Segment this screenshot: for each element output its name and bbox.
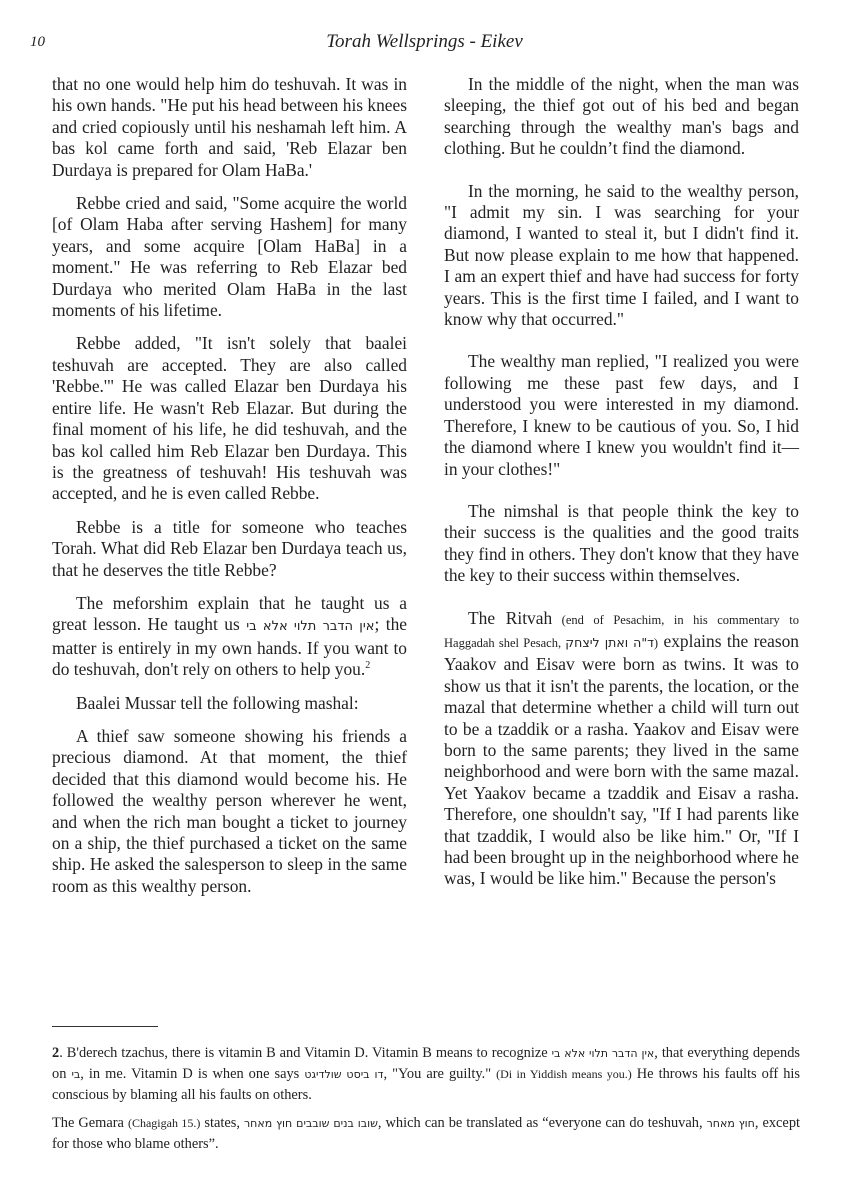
citation-close: ) [653, 635, 659, 650]
paragraph [52, 593, 407, 681]
page-number: 10 [30, 34, 45, 50]
hebrew-quote: אין הדבר תלוי אלא בי [551, 1047, 655, 1060]
hebrew-quote: אין הדבר תלוי אלא בי [246, 619, 375, 635]
footnote-number: 2 [52, 1045, 60, 1061]
paragraph: Rebbe added, "It isn't solely that baalei teshuvah are accepted. They are also called 'Rebbe.'" He was called Elazar ben Durdaya his entire life. He wasn't Reb Elazar. But during the final moment of his life, he did teshuvah, and the bas kol called him Reb Elazar ben Durdaya. This is the greatness of teshuvah! His teshuvah was accepted, and he is even called Rebbe. [52, 333, 407, 504]
paragraph: Rebbe is a title for someone who teaches Torah. What did Reb Elazar ben Durdaya teach us, that he deserves the title Rebbe? [52, 516, 407, 580]
hebrew-quote: שובו בנים שובבים חוץ מאחר [243, 1117, 378, 1130]
text: , except for those who blame others”. [52, 1115, 801, 1152]
text: explains the reason Yaakov and Eisav were born as twins. It was to show us that it isn't the parents, the location, or the mazal that determine whether a child will turn out to be a tzaddik or a rasha. Yaakov and Eisav were born to the same parents; they lived in the same neighborhood and were born with the same mazal. Yet Yaakov became a tzaddik and Eisav a rasha. Therefore, one shouldn't say, "If I had parents like that tzaddik, I would also be like him." Or, "If I had been brought up in the neighborhood where he was, I would be like him." Because the person's [444, 630, 799, 889]
footnotes [52, 1043, 800, 1162]
aside: (Di in Yiddish means you.) [496, 1067, 632, 1081]
citation-hebrew: ד"ה ואתן ליצחק [565, 634, 654, 650]
citation: (end of Pesachim, in his commentary to Haggadah shel Pesach, [444, 612, 799, 650]
left-column [52, 74, 407, 909]
paragraph: that no one would help him do teshuvah. It was in his own hands. "He put his head between his knees and cried copiously until his neshamah left him. A bas kol came forth and said, 'Reb Elazar ben Durdaya is prepared for Olam HaBa.' [52, 74, 407, 180]
text: The Gemara [52, 1115, 128, 1131]
paragraph: A thief saw someone showing his friends a precious diamond. At that moment, the thief decided that this diamond would become his. He followed the wealthy person wherever he went, and when the rich man bought a ticket to journey on a ship, the thief purchased a ticket on the same ship. He asked the salesperson to sleep in the same room as this wealthy person. [52, 725, 407, 896]
text: , which can be translated as “everyone can do teshuvah, [377, 1115, 707, 1131]
citation: (Chagigah 15.) [127, 1116, 201, 1130]
text: , in me. Vitamin D is when one says [80, 1066, 305, 1082]
hebrew-quote: דו ביסט שולדיגט [304, 1068, 384, 1081]
text: . B'derech tzachus, there is vitamin B and Vitamin D. Vitamin B means to recognize [59, 1045, 552, 1061]
page-header [30, 28, 819, 58]
right-column [444, 74, 799, 902]
footnote-gemara [52, 1113, 800, 1154]
footnote-2 [52, 1043, 800, 1105]
hebrew-quote: בי [71, 1068, 81, 1081]
paragraph: The wealthy man replied, "I realized you were following me these past few days, and I understood you were interested in my diamond. Therefore, I knew to be cautious of you. So, I hid the diamond where I knew you wouldn't find it—in your clothes!" [444, 351, 799, 479]
text: states, [200, 1115, 244, 1131]
text: He throws his faults off his conscious by blaming all his faults on others. [52, 1066, 800, 1103]
footnote-divider [52, 1026, 158, 1027]
ritvah-lead: The Ritvah [468, 607, 553, 628]
text: , "You are guilty." [383, 1066, 497, 1082]
footnote-ref[interactable]: 2 [365, 660, 371, 672]
running-title: Torah Wellsprings - Eikev [326, 31, 523, 52]
paragraph: In the middle of the night, when the man was sleeping, the thief got out of his bed and began searching through the wealthy man's bags and clothing. But he couldn’t find the diamond. [444, 74, 799, 159]
paragraph: The nimshal is that people think the key to their success is the qualities and the good traits they find in others. They don't know that they have the key to their success within themselves. [444, 500, 799, 586]
paragraph [444, 608, 799, 890]
hebrew-quote: חוץ מאחר [706, 1117, 755, 1130]
text: , that everything depends on [52, 1045, 800, 1082]
paragraph: Baalei Mussar tell the following mashal: [76, 692, 359, 713]
paragraph: In the morning, he said to the wealthy person, "I admit my sin. I was searching for your diamond, I wanted to steal it, but I didn't find it. But now please explain to me how that happened. I am an expert thief and have had success for forty years. This is the first time I failed, and I want to know why that occurred." [444, 180, 799, 330]
text: ; the matter is entirely in my own hands. If you want to do teshuvah, don't rely on others to help you. [52, 614, 407, 680]
text: The meforshim explain that he taught us a great lesson. He taught us [52, 592, 407, 635]
paragraph: Rebbe cried and said, "Some acquire the world [of Olam Haba after serving Hashem] for many years, and some acquire [Olam HaBa] in a moment." He was referring to Reb Elazar bed Durdaya who merited Olam HaBa in the last moments of his lifetime. [52, 193, 407, 321]
